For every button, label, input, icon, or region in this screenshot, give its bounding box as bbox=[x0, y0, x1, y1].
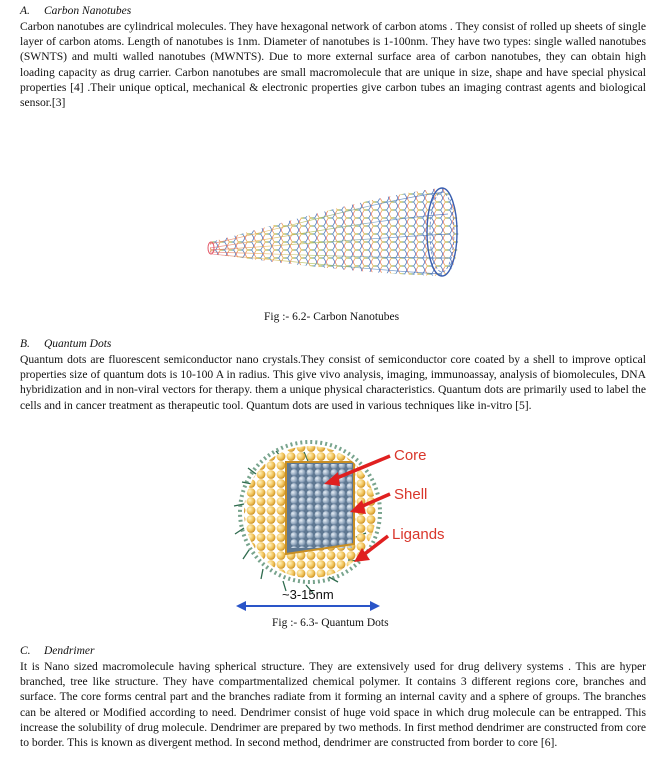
paragraph-carbon-nanotubes: Carbon nanotubes are cylindrical molecules. They have hexagonal network of carbon atoms . They consist of rolled up sheets of single layer of carbon atoms. Length of nanotubes is 1nm. Diameter of nanotubes is 1-100nm. They have two types: single walled nanotubes (SWNTS) and multi walled nanotubes (MWNTS). Due to more external surface area of carbon nanotubes, they can obtain high loading capacity as drug carrier. Carbon nanotubes are small macromolecule that are unique in size, shape and have special physical properties [4] .Their unique optical, mechanical & electronic properties give carbon tubes an imaging contrast agents and biological sensor.[3] bbox=[20, 20, 646, 110]
figure-caption-quantum-dots: Fig :- 6.3- Quantum Dots bbox=[272, 617, 389, 629]
section-letter: B. bbox=[20, 338, 30, 350]
section-heading-dendrimer bbox=[20, 644, 94, 658]
label-shell: Shell bbox=[394, 486, 428, 503]
section-letter: A. bbox=[20, 5, 30, 17]
carbon-nanotube-illustration bbox=[200, 178, 468, 288]
paragraph-dendrimer: It is Nano sized macromolecule having spherical structure. They are extensively used for drug delivery systems . This are hyper branched, tree like structure. They have compartmentalized chemical polymer. It contains 3 different regions core, branches and surface. The core forms central part and the branches radiate from it forming an internal cavity and a sphere of groups. The branches can be altered or Modified according to need. Dendrimer consist of huge void space in which drug molecule can be entrapped. This increase the solubility of drug molecule. Dendrimer are prepared by two methods. In first method dendrimer are constructed from core to border. This is known as divergent method. In second method, dendrimer are constructed from border to core [6]. bbox=[20, 660, 646, 750]
section-letter: C. bbox=[20, 645, 31, 657]
label-ligands: Ligands bbox=[392, 526, 445, 543]
section-title: Carbon Nanotubes bbox=[44, 5, 132, 17]
size-scale-arrow bbox=[236, 601, 380, 611]
quantum-dot-illustration bbox=[226, 434, 462, 614]
section-title: Dendrimer bbox=[44, 645, 95, 657]
section-title: Quantum Dots bbox=[44, 338, 112, 350]
section-heading-carbon-nanotubes bbox=[20, 4, 131, 18]
label-core: Core bbox=[394, 447, 427, 464]
paragraph-quantum-dots: Quantum dots are fluorescent semiconductor nano crystals.They consist of semiconductor core coated by a shell to improve optical properties size of quantum dots is 10-100 A in radius. This give vivo analysis, imaging, immunoassay, analysis of biomolecules, DNA hybridization and in non-viral vectors for therapy. them a unique physical characteristics. Quantum dots are primarily used to label the cells and in cancer treatment as therapeutic tool. Quantum dots are used in various techniques like in-vitro [5]. bbox=[20, 353, 646, 412]
figure-caption-carbon-nanotubes: Fig :- 6.2- Carbon Nanotubes bbox=[264, 311, 400, 323]
size-label: ~3-15nm bbox=[282, 587, 334, 602]
section-heading-quantum-dots bbox=[20, 337, 111, 351]
